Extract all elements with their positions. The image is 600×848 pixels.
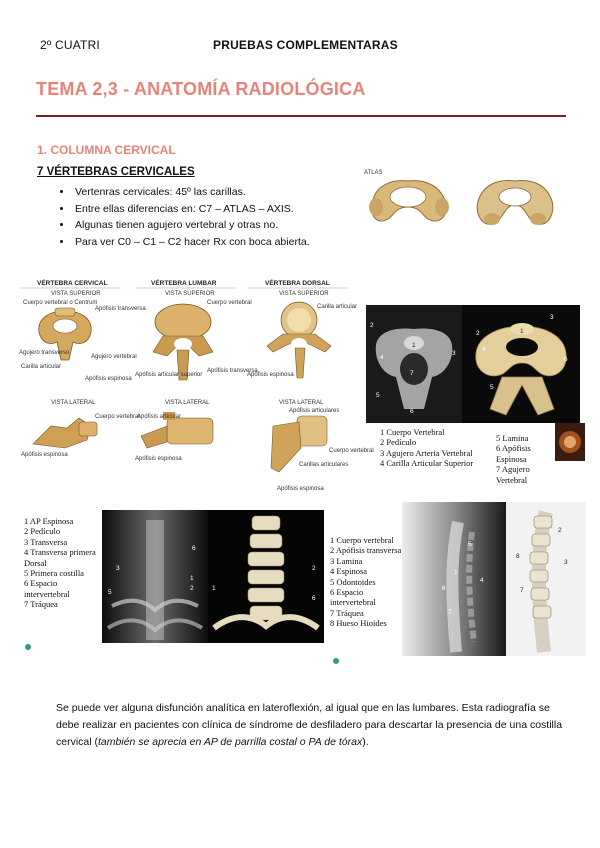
svg-text:7: 7	[448, 609, 452, 616]
legend-item: 4 Transversa primera Dorsal	[24, 547, 96, 568]
svg-text:6: 6	[410, 408, 414, 415]
legend-ct-col2	[496, 433, 558, 485]
section-heading: 1. COLUMNA CERVICAL	[37, 143, 176, 157]
logo-mark	[332, 652, 342, 660]
legend-item: 6 Apófisis Espinosa	[496, 443, 531, 464]
plate-superior-cervical: VISTA SUPERIOR	[51, 291, 101, 297]
atlas-caption: ATLAS	[364, 170, 383, 176]
svg-text:5: 5	[376, 392, 380, 399]
svg-text:6: 6	[312, 595, 316, 602]
legend-item: 7 Tráquea	[330, 607, 364, 618]
label-carilla-articular-dorsal: Carilla articular	[317, 304, 358, 310]
bullet-list	[55, 184, 310, 250]
atlas-photo-2	[470, 175, 560, 243]
label-agujero-transverso: Agujero transverso	[19, 350, 70, 356]
legend-item: 4 Espinosa	[330, 566, 368, 577]
label-apofisis-espinosa-dorsal: Apófisis espinosa	[247, 372, 294, 378]
c1-bone-photo	[462, 305, 580, 423]
header-course: 2º CUATRI	[40, 38, 100, 52]
svg-text:2: 2	[370, 322, 374, 329]
label-apofisis-articular-lat: Apófisis articular	[137, 414, 182, 420]
legend-item: 5 Odontoides	[330, 576, 376, 587]
svg-text:4: 4	[480, 577, 484, 584]
label-espinosa-lumbar-lat: Apófisis espinosa	[135, 456, 182, 462]
page-title: TEMA 2,3 - ANATOMÍA RADIOLÓGICA	[36, 79, 366, 99]
bullet-item: • Algunas tienen agujero vertebral y otras no.	[73, 217, 310, 234]
svg-text:2: 2	[558, 527, 562, 534]
legend-item: 3 Transversa	[24, 536, 68, 547]
label-apofisis-espinosa: Apófisis espinosa	[85, 376, 132, 382]
bullet-item: • Entre ellas diferencias en: C7 – ATLAS – AXIS.	[73, 201, 310, 218]
plate-lateral-lumbar: VISTA LATERAL	[165, 400, 210, 406]
legend-item: 8 Hueso Hioides	[330, 618, 387, 629]
svg-text:3: 3	[116, 565, 120, 572]
legend-item: 1 AP Espinosa	[24, 516, 74, 526]
cervical-spine-3d-lateral	[506, 502, 586, 656]
svg-text:6: 6	[564, 356, 568, 363]
plate-title-dorsal: VÉRTEBRA DORSAL	[265, 280, 330, 287]
svg-text:1: 1	[412, 342, 416, 349]
plate-title-cervical: VÉRTEBRA CERVICAL	[37, 280, 108, 287]
svg-text:6: 6	[192, 545, 196, 552]
cervical-spine-3d-front	[208, 510, 324, 643]
subsection-heading: 7 VÉRTEBRAS CERVICALES	[37, 166, 195, 178]
svg-text:1: 1	[190, 575, 194, 582]
paragraph-text: Se puede ver alguna disfunción analítica en lateroflexión, al igual que en las lumbares. Esta radiografía se debe realizar en pacientes con clínica de síndrome de desfiladero para descartar la presencia de una costilla cervical (	[56, 702, 563, 748]
svg-text:6: 6	[442, 585, 446, 592]
title-divider	[36, 115, 566, 117]
plate-title-lumbar: VÉRTEBRA LUMBAR	[151, 280, 217, 287]
svg-text:8: 8	[516, 553, 520, 560]
svg-text:5: 5	[490, 384, 494, 391]
legend-item: 2 Apófisis transversa	[330, 545, 402, 556]
label-apofisis-transversa-lumbar: Apófisis transversa	[207, 368, 258, 374]
svg-text:1: 1	[520, 328, 524, 335]
svg-text:2: 2	[190, 585, 194, 592]
legend-item: 1 Cuerpo vertebral	[330, 535, 394, 545]
label-espinosa-cerv-lat: Apófisis espinosa	[21, 452, 68, 458]
legend-item: 2 Pedículo	[380, 437, 417, 448]
label-cuerpo-vertebral-lumbar: Cuerpo vertebral	[207, 300, 252, 306]
svg-text:5: 5	[108, 589, 112, 596]
label-carilla-articular: Carilla articular	[21, 364, 62, 370]
svg-text:2: 2	[476, 330, 480, 337]
body-paragraph	[56, 700, 566, 751]
legend-item: 3 Lamina	[330, 555, 363, 566]
label-cuerpo-vertebral-dorsal-lat: Cuerpo vertebral	[329, 448, 374, 454]
logo-mark	[24, 638, 34, 646]
label-apofisis-articulares: Apófisis articulares	[289, 408, 340, 414]
svg-text:3: 3	[452, 350, 456, 357]
legend-item: 7 Tráquea	[24, 599, 58, 610]
label-agujero-vertebral: Agujero vertebral	[91, 354, 137, 360]
svg-text:7: 7	[520, 587, 524, 594]
header-subject: PRUEBAS COMPLEMENTARAS	[213, 38, 398, 52]
legend-lateral	[330, 535, 406, 629]
label-cuerpo-vertebral-cerv-lat: Cuerpo vertebral	[95, 414, 140, 420]
legend-item: 4 Carilla Articular Superior	[380, 458, 474, 469]
svg-text:3: 3	[550, 314, 554, 321]
legend-item: 3 Agujero Arteria Vertebral	[380, 447, 473, 458]
svg-text:1: 1	[212, 585, 216, 592]
legend-item: 5 Lamina	[496, 433, 529, 443]
svg-text:5: 5	[468, 541, 472, 548]
legend-ap	[24, 516, 104, 610]
label-apofisis-articular-sup: Apófisis articular superior	[135, 372, 203, 378]
svg-text:4: 4	[482, 346, 486, 353]
atlas-photo-1	[362, 167, 454, 247]
legend-ct-col1	[380, 427, 490, 469]
paragraph-end: ).	[362, 736, 369, 748]
plate-superior-dorsal: VISTA SUPERIOR	[279, 291, 329, 297]
legend-item: 6 Espacio intervertebral	[330, 587, 376, 608]
ct-axial-c1	[366, 305, 462, 423]
legend-item: 5 Primera costilla	[24, 568, 84, 579]
xray-ap-cervical	[102, 510, 208, 643]
svg-text:7: 7	[410, 370, 414, 377]
bullet-item: • Vertenras cervicales: 45º las carillas.	[73, 184, 310, 201]
svg-text:4: 4	[380, 354, 384, 361]
plate-lateral-dorsal: VISTA LATERAL	[279, 400, 324, 406]
svg-text:3: 3	[564, 559, 568, 566]
label-apofisis-transversa: Apófisis transversa	[95, 306, 146, 312]
svg-text:2: 2	[312, 565, 316, 572]
xray-lateral-cervical	[402, 502, 506, 656]
bullet-item: • Para ver C0 – C1 – C2 hacer Rx con boca abierta.	[73, 234, 310, 251]
legend-item: 1 Cuerpo Vertebral	[380, 427, 445, 437]
label-cv-body: Cuerpo vertebral o Centrum	[23, 300, 98, 306]
plate-superior-lumbar: VISTA SUPERIOR	[165, 291, 215, 297]
vertebrae-comparison-plate	[17, 276, 374, 498]
legend-item: 2 Pedículo	[24, 526, 61, 537]
plate-lateral-cervical: VISTA LATERAL	[51, 400, 96, 406]
legend-item: 6 Espacio intervertebral	[24, 578, 70, 599]
paragraph-italic: también se aprecia en AP de parrilla costal o PA de tórax	[98, 736, 363, 748]
label-espinosa-dorsal-lat: Apófisis espinosa	[277, 486, 324, 492]
legend-item: 7 Agujero Vertebral	[496, 464, 530, 485]
vertebra-thumbnail	[555, 423, 585, 461]
label-carillas-articulares: Carillas articulares	[299, 462, 349, 468]
svg-text:1: 1	[454, 569, 458, 576]
